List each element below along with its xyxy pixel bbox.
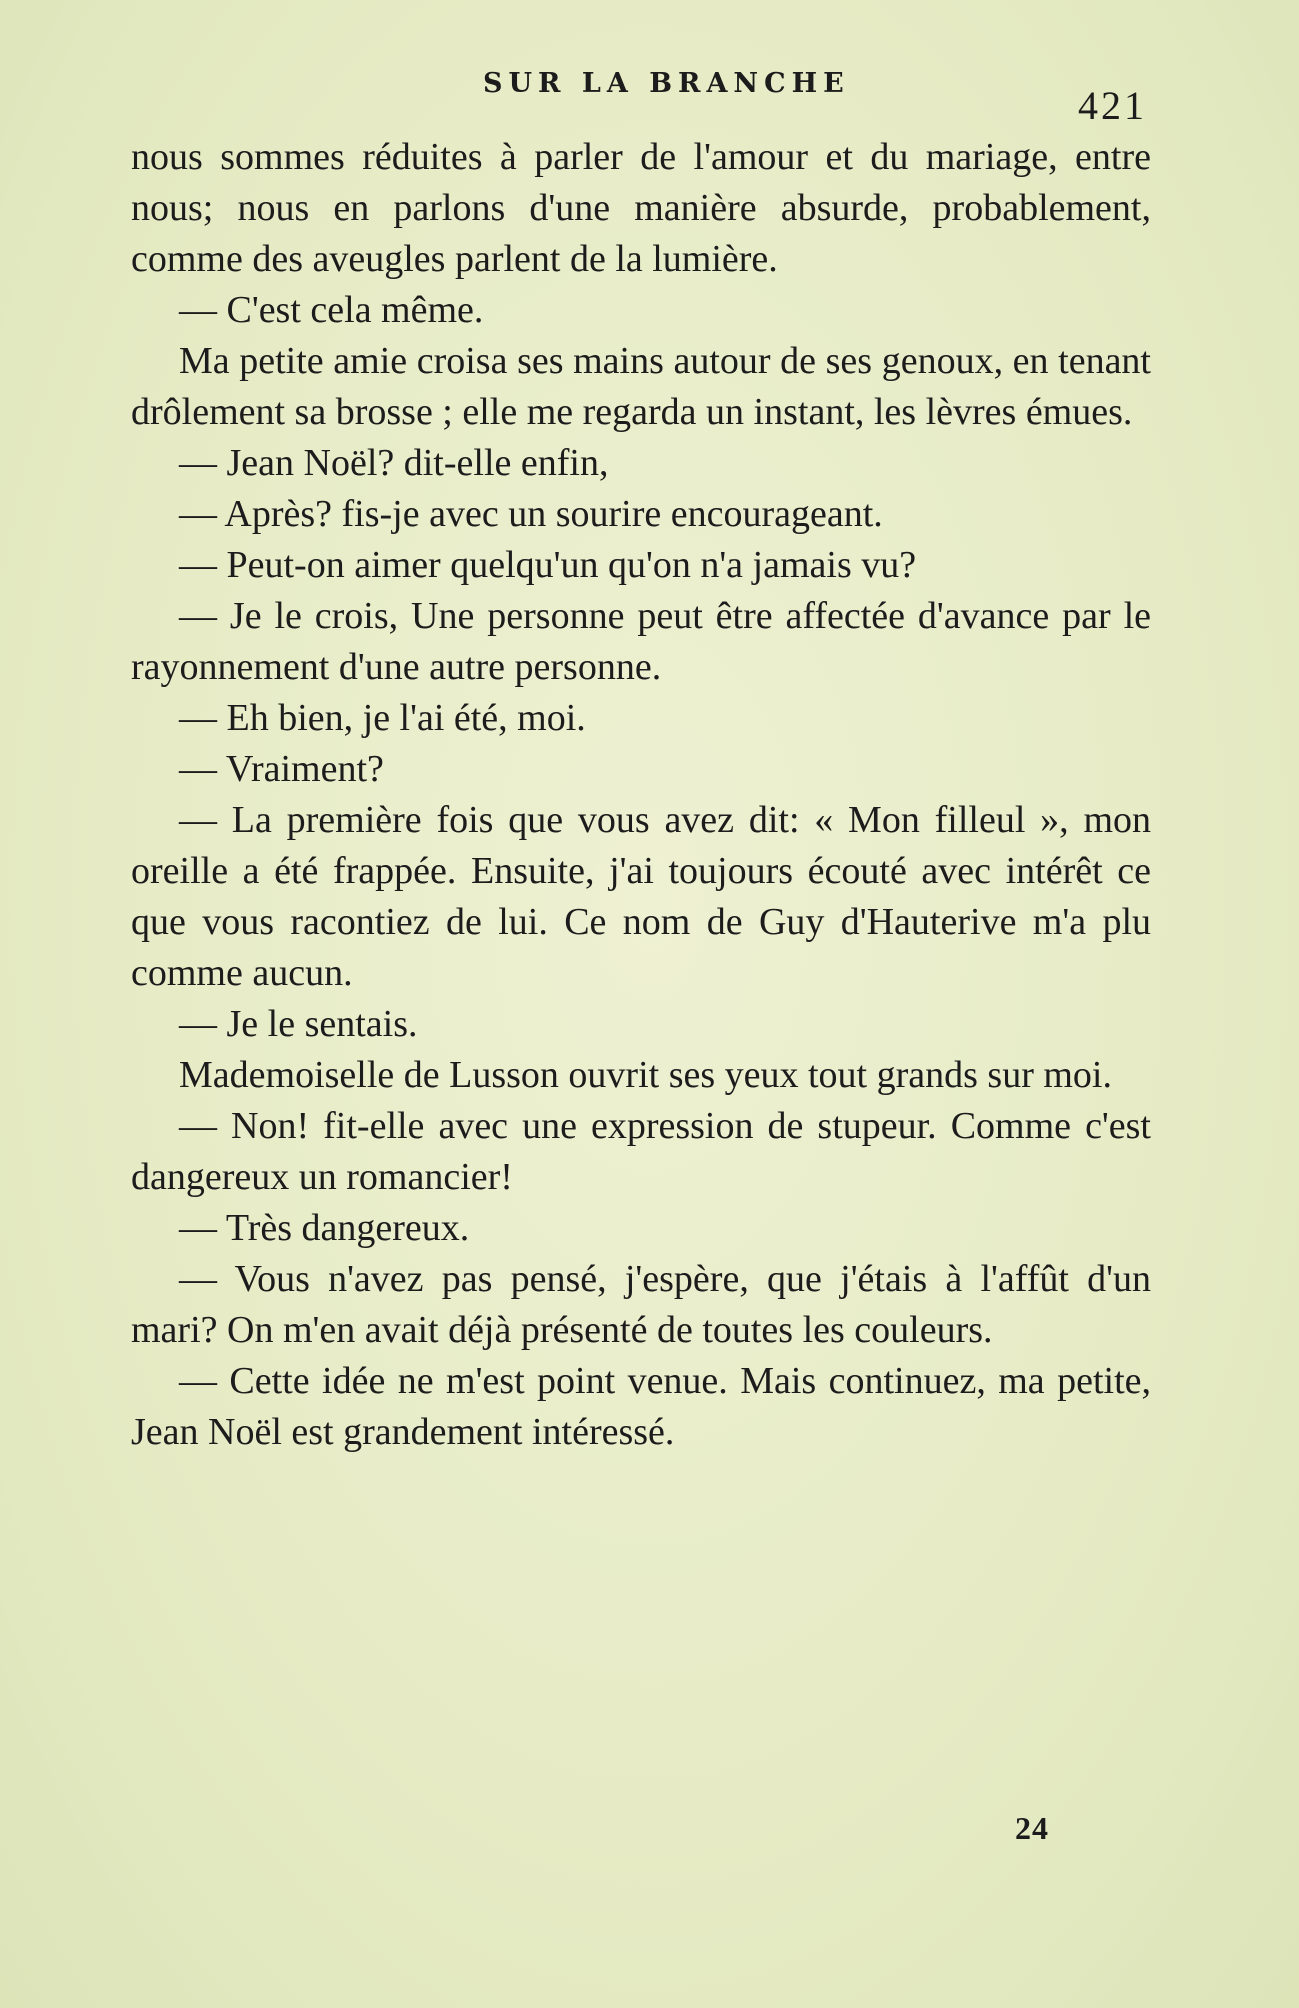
paragraph: — Vous n'avez pas pensé, j'espère, que j'étais à l'affût d'un mari? On m'en avait déjà présenté de toutes les couleurs. — [131, 1258, 1151, 1351]
running-title: SUR LA BRANCHE — [483, 68, 850, 99]
paragraph: — Peut-on aimer quelqu'un qu'on n'a jamais vu? — [179, 544, 917, 586]
paragraph: — Cette idée ne m'est point venue. Mais continuez, ma petite, Jean Noël est grandement intéressé. — [131, 1360, 1151, 1453]
paragraph: nous sommes réduites à parler de l'amour et du mariage, entre nous; nous en parlons d'une manière absurde, probablement, comme des aveugles parlent de la lumière. — [131, 136, 1151, 280]
paragraph: — Je le sentais. — [179, 1003, 418, 1045]
paragraph: — C'est cela même. — [179, 289, 484, 331]
signature-mark: 24 — [1015, 1810, 1049, 1846]
paragraph: — Eh bien, je l'ai été, moi. — [179, 697, 586, 739]
paragraph: — Vraiment? — [179, 748, 384, 790]
paragraph: — Après? fis-je avec un sourire encourageant. — [179, 493, 883, 535]
paragraph: Mademoiselle de Lusson ouvrit ses yeux tout grands sur moi. — [179, 1054, 1112, 1096]
paragraph: — Non! fit-elle avec une expression de stupeur. Comme c'est dangereux un romancier! — [131, 1105, 1151, 1198]
paragraph: Ma petite amie croisa ses mains autour de ses genoux, en tenant drôlement sa brosse ; elle me regarda un instant, les lèvres émues. — [131, 340, 1151, 433]
running-head — [0, 62, 1299, 128]
body-text — [131, 132, 1151, 1458]
page-number: 421 — [1078, 83, 1147, 128]
paragraph: — Jean Noël? dit-elle enfin, — [179, 442, 609, 484]
paragraph: — Très dangereux. — [179, 1207, 470, 1249]
paragraph: — Je le crois, Une personne peut être affectée d'avance par le rayonnement d'une autre personne. — [131, 595, 1151, 688]
paragraph: — La première fois que vous avez dit: « Mon filleul », mon oreille a été frappée. Ensuite, j'ai toujours écouté avec intérêt ce que vous racontiez de lui. Ce nom de Guy d'Hauterive m'a plu comme aucun. — [131, 799, 1151, 994]
